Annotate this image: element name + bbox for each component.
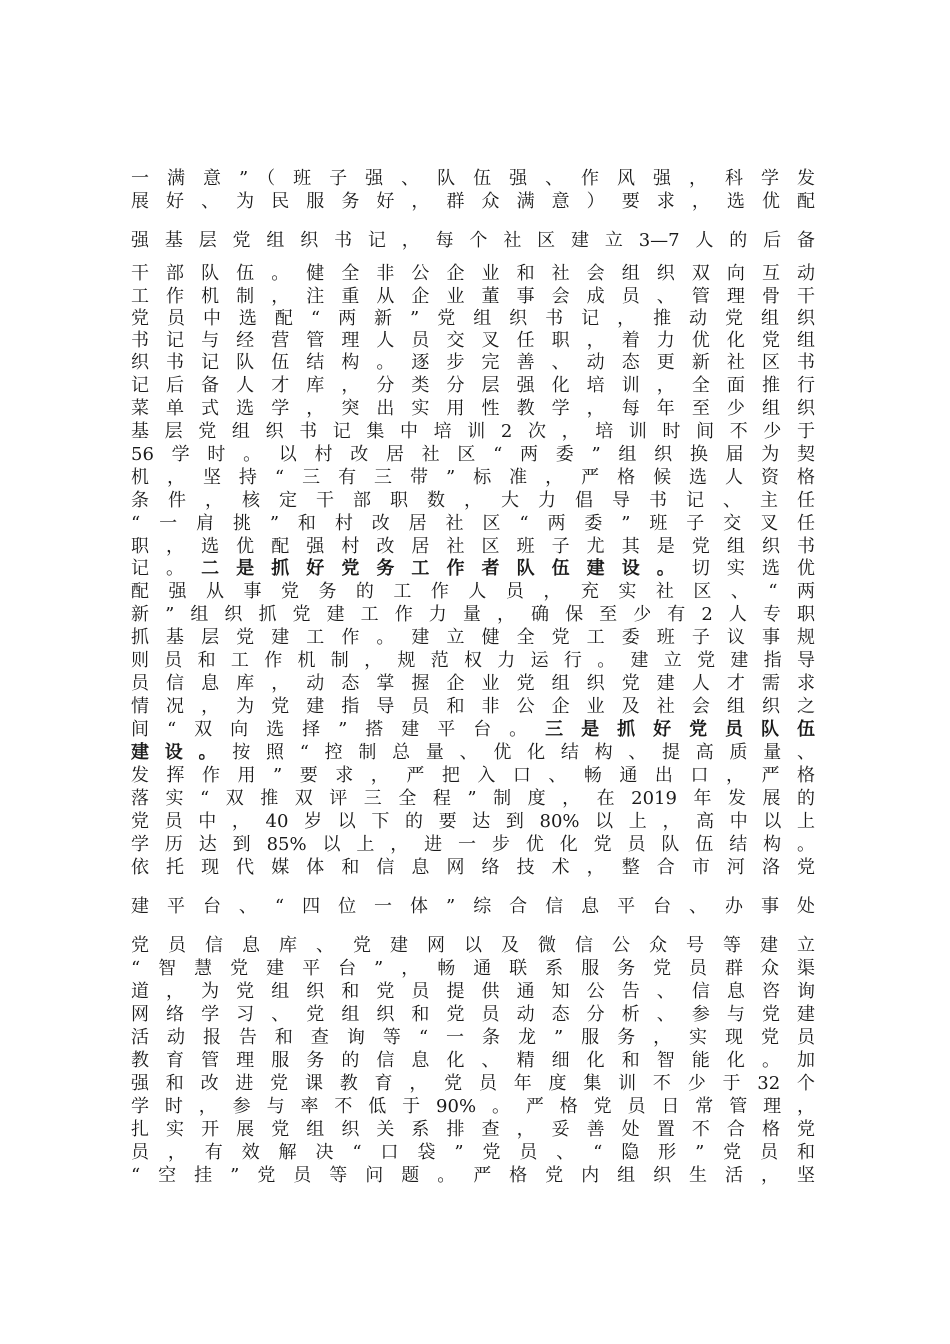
text-line: 落实“双推双评三全程”制度，在2019年发展的 (131, 788, 815, 809)
text-line: 条件，核定干部职数，大力倡导书记、主任 (131, 490, 815, 511)
text-line (131, 742, 815, 764)
text-run: 按照“控制总量、优化结构、提高质量、 (232, 742, 816, 763)
text-line: 干部队伍。健全非公企业和社会组织双向互动 (131, 263, 815, 284)
text-line: 发挥作用”要求，严把入口、畅通出口，严格 (131, 765, 815, 786)
text-line: 党员中选配“两新”党组织书记，推动党组织 (131, 308, 815, 329)
text-line (131, 558, 815, 580)
heading-phrase: 三是抓好党员队伍 (545, 719, 816, 740)
text-line: 情况，为党建指导员和非公企业及社会组织之 (131, 696, 815, 717)
text-line: 道，为党组织和党员提供通知公告、信息咨询 (131, 981, 815, 1002)
text-line: 则员和工作机制，规范权力运行。建立党建指导 (131, 650, 815, 671)
text-line: 机，坚持“三有三带”标准，严格候选人资格 (131, 467, 815, 488)
text-line: 职，选优配强村改居社区班子尤其是党组织书 (131, 536, 815, 557)
text-line: 学历达到85%以上，进一步优化党员队伍结构。 (131, 834, 815, 855)
text-line: 强和改进党课教育，党员年度集训不少于32个 (131, 1073, 815, 1094)
text-line: 党员信息库、党建网以及微信公众号等建立 (131, 935, 815, 956)
text-line: “智慧党建平台”，畅通联系服务党员群众渠 (131, 958, 815, 979)
text-line: 依托现代媒体和信息网络技术，整合市河洛党 (131, 857, 815, 878)
text-line: 扎实开展党组织关系排查，妥善处置不合格党 (131, 1119, 815, 1140)
text-line: 基层党组织书记集中培训2次，培训时间不少于 (131, 421, 815, 442)
text-line: 党员中，40岁以下的要达到80%以上，高中以上 (131, 811, 815, 832)
text-line: 展好、为民服务好，群众满意）要求，选优配 (131, 191, 815, 212)
text-line: 强基层党组织书记，每个社区建立3—7人的后备 (131, 230, 815, 251)
text-line: 活动报告和查询等“一条龙”服务，实现党员 (131, 1027, 815, 1048)
text-line: 56学时。以村改居社区“两委”组织换届为契 (131, 444, 815, 465)
text-line: 记后备人才库，分类分层强化培训，全面推行 (131, 375, 815, 396)
heading-phrase: 建设。 (131, 742, 233, 763)
text-line: 新”组织抓党建工作力量，确保至少有2人专职 (131, 604, 815, 625)
text-line: 一满意”（班子强、队伍强、作风强，科学发 (131, 168, 815, 189)
text-line: 菜单式选学，突出实用性教学，每年至少组织 (131, 398, 815, 419)
text-run: 记。 (131, 558, 202, 579)
text-line: 网络学习、党组织和党员动态分析、参与党建 (131, 1004, 815, 1025)
text-line: 员，有效解决“口袋”党员、“隐形”党员和 (131, 1142, 815, 1163)
text-line: “空挂”党员等问题。严格党内组织生活，坚 (131, 1165, 815, 1186)
text-line: 抓基层党建工作。建立健全党工委班子议事规 (131, 627, 815, 648)
text-line: 学时，参与率不低于90%。严格党员日常管理， (131, 1096, 815, 1117)
heading-phrase: 二是抓好党务工作者队伍建设。 (201, 558, 692, 579)
text-line: 教育管理服务的信息化、精细化和智能化。加 (131, 1050, 815, 1071)
text-line: 建平台、“四位一体”综合信息平台、办事处 (131, 896, 815, 917)
text-run: 间“双向选择”搭建平台。 (131, 719, 546, 740)
text-line: 织书记队伍结构。逐步完善、动态更新社区书 (131, 352, 815, 373)
text-line: 工作机制，注重从企业董事会成员、管理骨干 (131, 286, 815, 307)
text-line: 配强从事党务的工作人员，充实社区、“两 (131, 581, 815, 602)
text-line: “一肩挑”和村改居社区“两委”班子交叉任 (131, 513, 815, 534)
text-line (131, 719, 815, 741)
text-run: 切实选优 (691, 558, 816, 579)
text-line: 员信息库，动态掌握企业党组织党建人才需求 (131, 673, 815, 694)
text-line: 书记与经营管理人员交叉任职，着力优化党组 (131, 330, 815, 351)
